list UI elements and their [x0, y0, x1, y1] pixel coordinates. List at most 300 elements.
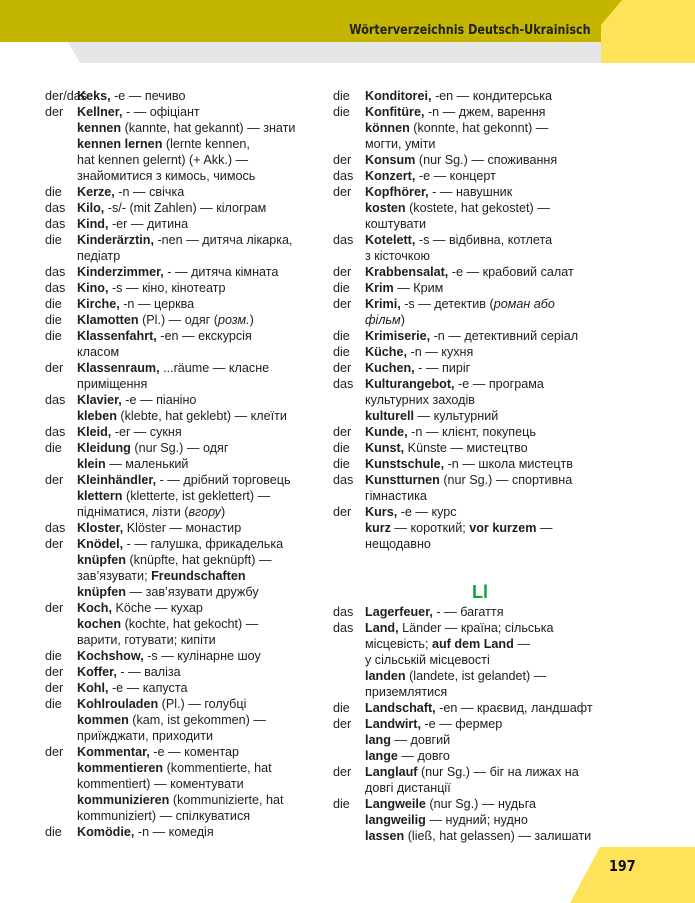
definition: -en — кондитерська [431, 89, 553, 103]
entry-text [77, 792, 330, 824]
article [45, 136, 77, 184]
dictionary-entry [45, 136, 330, 184]
article: das [45, 265, 66, 279]
definition: -s — кулінарне шоу [143, 649, 261, 663]
headword: Landwirt, [365, 717, 421, 731]
definition: -n — клієнт, покупець [407, 425, 536, 439]
definition: (lernte kennen, [162, 137, 250, 151]
dictionary-entry [45, 744, 330, 760]
header-grey-band [0, 42, 601, 63]
headword: Knödel, [77, 537, 124, 551]
dictionary-entry [45, 120, 330, 136]
article: der [45, 601, 64, 615]
headword: Konsum [365, 153, 416, 167]
entry-text [365, 668, 623, 700]
definition: -s — кіно, кінотеатр [108, 281, 226, 295]
entry-text [365, 152, 623, 168]
article [333, 732, 365, 748]
definition: -e — курс [397, 505, 457, 519]
headword: Kinderzimmer, [77, 265, 164, 279]
entry-text [365, 748, 623, 764]
article: das [333, 621, 354, 635]
entry-text [77, 600, 330, 616]
article: das [333, 605, 354, 619]
entry-text [365, 88, 623, 104]
article: der [45, 473, 64, 487]
headword: Kommentar, [77, 745, 150, 759]
entry-text [365, 120, 623, 152]
entry-text [77, 824, 330, 840]
article [45, 616, 77, 648]
article: der [333, 153, 352, 167]
dictionary-entry [45, 296, 330, 312]
dictionary-entry [45, 408, 330, 424]
definition: (landete, ist gelandet) — [405, 669, 547, 683]
definition: -s/- (mit Zahlen) — кілограм [104, 201, 267, 215]
headword: kennen lernen [77, 137, 163, 151]
definition: (Pl.) — голубці [158, 697, 247, 711]
article: das [45, 201, 66, 215]
definition: Länder — країна; сільська [398, 621, 554, 635]
k-entries [333, 88, 623, 552]
article: das [333, 169, 354, 183]
entry-text [77, 616, 330, 648]
article [45, 712, 77, 744]
article [45, 408, 77, 424]
definition: з кісточкою [365, 249, 430, 263]
dictionary-entry [45, 440, 330, 456]
headword: Kellner, [77, 105, 123, 119]
dictionary-entry [333, 120, 623, 152]
headword: Komödie, [77, 825, 135, 839]
headword: Klassenfahrt, [77, 329, 157, 343]
definition: — культурний [414, 409, 499, 423]
definition: ...räume — класне [159, 361, 270, 375]
definition: варити, готувати; кипіти [77, 633, 216, 647]
definition: -n — церква [119, 297, 195, 311]
headword: Krabbensalat, [365, 265, 449, 279]
entry-text [77, 424, 330, 440]
entry-text [365, 104, 623, 120]
dictionary-entry [333, 504, 623, 520]
definition: -s — детектив ( [400, 297, 494, 311]
definition: Köche — кухар [111, 601, 203, 615]
entry-text [77, 216, 330, 232]
definition: зав’язувати; [77, 569, 152, 583]
definition: - — навушник [428, 185, 513, 199]
entry-text [77, 360, 330, 392]
entry-text [77, 392, 330, 408]
usage-note: вгору [188, 505, 221, 519]
entry-text [77, 408, 330, 424]
entry-text [77, 88, 330, 104]
entry-text [365, 264, 623, 280]
headword: kurz [365, 521, 391, 535]
headword: Koffer, [77, 665, 117, 679]
entry-text [365, 812, 623, 828]
definition: (ließ, hat gelassen) — залишати [404, 829, 592, 843]
entry-text [77, 296, 330, 312]
entry-text [365, 604, 623, 620]
entry-text [77, 696, 330, 712]
dictionary-entry [333, 360, 623, 376]
definition: (kommunizierte, hat [169, 793, 284, 807]
entry-text [365, 620, 623, 668]
definition: -en — краєвид, ландшафт [435, 701, 593, 715]
entry-text [77, 664, 330, 680]
dictionary-entry [333, 264, 623, 280]
dictionary-entry [45, 88, 330, 104]
article: die [333, 457, 350, 471]
entry-text [365, 828, 623, 844]
dictionary-entry [45, 664, 330, 680]
definition: нещодавно [365, 537, 431, 551]
headword: Kind, [77, 217, 109, 231]
entry-text [77, 104, 330, 120]
headword: Konfitüre, [365, 105, 425, 119]
article: das [45, 393, 66, 407]
article [45, 488, 77, 520]
dictionary-entry [333, 440, 623, 456]
headword: Kotelett, [365, 233, 416, 247]
article: das [45, 521, 66, 535]
article: der [45, 681, 64, 695]
headword: Kunst, [365, 441, 405, 455]
headword: knüpfen [77, 585, 126, 599]
entry-text [77, 680, 330, 696]
definition: -er — сукня [111, 425, 182, 439]
definition: - — дитяча кімната [163, 265, 279, 279]
dictionary-entry [333, 812, 623, 828]
article: die [45, 697, 62, 711]
article: die [333, 441, 350, 455]
dictionary-entry [45, 680, 330, 696]
definition: — зав’язувати дружбу [125, 585, 259, 599]
definition: приміщення [77, 377, 148, 391]
article [45, 120, 77, 136]
definition: ) [400, 313, 405, 327]
entry-text [77, 312, 330, 328]
definition: -n — кухня [407, 345, 474, 359]
definition: -n — свічка [114, 185, 185, 199]
definition: гімнастика [365, 489, 427, 503]
article [333, 408, 365, 424]
definition: - — валіза [116, 665, 181, 679]
article [333, 200, 365, 232]
headword: Klavier, [77, 393, 122, 407]
entry-text [77, 184, 330, 200]
article: der/das [45, 89, 88, 103]
headword: knüpfen [77, 553, 126, 567]
definition: (kochte, hat gekocht) — [121, 617, 259, 631]
article: der [45, 105, 64, 119]
definition: коштувати [365, 217, 427, 231]
headword: auf dem Land [431, 637, 514, 651]
definition: — Крим [393, 281, 444, 295]
dictionary-entry [45, 232, 330, 264]
definition: Künste — мистецтво [404, 441, 528, 455]
article [45, 552, 77, 600]
headword: kosten [365, 201, 406, 215]
dictionary-column-right [333, 88, 623, 844]
headword: Kleid, [77, 425, 112, 439]
definition: (nur Sg.) — нудьга [425, 797, 537, 811]
entry-text [365, 280, 623, 296]
definition: - — багаття [432, 605, 504, 619]
dictionary-entry [45, 184, 330, 200]
headword: Kunstturnen [365, 473, 440, 487]
dictionary-entry [45, 824, 330, 840]
headword: Langlauf [365, 765, 418, 779]
headword: Krim [365, 281, 394, 295]
definition: -e — програма [454, 377, 544, 391]
headword: Klassenraum, [77, 361, 160, 375]
headword: Keks, [77, 89, 111, 103]
definition: ) [249, 313, 254, 327]
entry-text [365, 328, 623, 344]
dictionary-entry [333, 88, 623, 104]
article: die [333, 105, 350, 119]
dictionary-entry [333, 748, 623, 764]
entry-text [365, 376, 623, 408]
definition: (knüpfte, hat geknüpft) — [125, 553, 272, 567]
definition: могти, уміти [365, 137, 436, 151]
article [45, 456, 77, 472]
headword: Landschaft, [365, 701, 436, 715]
definition: у сільській місцевості [365, 653, 490, 667]
article: der [333, 505, 352, 519]
headword: Land, [365, 621, 399, 635]
article: der [45, 537, 64, 551]
dictionary-entry [333, 716, 623, 732]
article: das [333, 233, 354, 247]
dictionary-entry [45, 472, 330, 488]
article: die [45, 313, 62, 327]
dictionary-entry [333, 376, 623, 408]
headword: Kochshow, [77, 649, 144, 663]
dictionary-entry [333, 520, 623, 552]
dictionary-entry [45, 648, 330, 664]
entry-text [77, 280, 330, 296]
definition: (Pl.) — одяг ( [138, 313, 218, 327]
definition: -en — екскурсія [156, 329, 252, 343]
headword: kulturell [365, 409, 414, 423]
entry-text [77, 712, 330, 744]
dictionary-entry [45, 696, 330, 712]
article [333, 748, 365, 764]
article: die [45, 297, 62, 311]
entry-text [365, 764, 623, 796]
definition: (kannte, hat gekannt) — знати [121, 121, 296, 135]
headword: Kloster, [77, 521, 124, 535]
article: die [45, 441, 62, 455]
l-entries [333, 604, 623, 844]
entry-text [77, 456, 330, 472]
definition: (kletterte, ist geklettert) — [122, 489, 271, 503]
dictionary-entry [333, 424, 623, 440]
headword: Kinderärztin, [77, 233, 154, 247]
entry-text [365, 440, 623, 456]
dictionary-entry [333, 700, 623, 716]
article: der [45, 745, 64, 759]
entry-text [77, 488, 330, 520]
definition: (nur Sg.) — споживання [415, 153, 558, 167]
dictionary-entry [333, 472, 623, 504]
dictionary-entry [45, 264, 330, 280]
entry-text [77, 136, 330, 184]
article: der [333, 765, 352, 779]
article: der [333, 265, 352, 279]
definition: -er — дитина [108, 217, 189, 231]
entry-text [365, 796, 623, 812]
dictionary-entry [333, 604, 623, 620]
article: das [45, 217, 66, 231]
entry-text [365, 296, 623, 328]
entry-text [77, 536, 330, 552]
definition: - — пиріг [414, 361, 471, 375]
headword: langweilig [365, 813, 426, 827]
headword: vor kurzem [469, 521, 537, 535]
dictionary-entry [333, 456, 623, 472]
definition: приїжджати, приходити [77, 729, 214, 743]
dictionary-entry [333, 232, 623, 264]
headword: Kilo, [77, 201, 105, 215]
entry-text [365, 200, 623, 232]
article: der [45, 361, 64, 375]
headword: Freundschaften [151, 569, 246, 583]
entry-text [77, 328, 330, 360]
header-band [0, 0, 695, 42]
definition: Klöster — монастир [123, 521, 242, 535]
headword: klettern [77, 489, 123, 503]
article [333, 120, 365, 152]
definition: — довго [397, 749, 450, 763]
dictionary-entry [333, 796, 623, 812]
article: das [333, 377, 354, 391]
entry-text [77, 440, 330, 456]
dictionary-entry [45, 536, 330, 552]
article [333, 668, 365, 700]
headword: können [365, 121, 410, 135]
dictionary-entry [333, 408, 623, 424]
dictionary-entry [45, 360, 330, 392]
definition: - — офіціант [122, 105, 200, 119]
article: die [45, 185, 62, 199]
article: der [333, 425, 352, 439]
definition: -n — джем, варення [424, 105, 546, 119]
entry-text [365, 716, 623, 732]
definition: -n — школа мистецтв [444, 457, 573, 471]
headword: klein [77, 457, 106, 471]
headword: lang [365, 733, 391, 747]
article: die [333, 329, 350, 343]
dictionary-entry [45, 104, 330, 120]
definition: -e — фермер [420, 717, 503, 731]
article: die [333, 345, 350, 359]
headword: kommen [77, 713, 129, 727]
headword: kommentieren [77, 761, 164, 775]
definition: педіатр [77, 249, 121, 263]
dictionary-entry [333, 828, 623, 844]
entry-text [365, 408, 623, 424]
definition: підніматися, лізти ( [77, 505, 189, 519]
headword: Kopfhörer, [365, 185, 429, 199]
entry-text [77, 200, 330, 216]
article [45, 792, 77, 824]
article: die [333, 281, 350, 295]
article [45, 760, 77, 792]
entry-text [77, 264, 330, 280]
definition: - — галушка, фрикаделька [123, 537, 284, 551]
article: das [45, 281, 66, 295]
entry-text [365, 184, 623, 200]
headword: Klamotten [77, 313, 139, 327]
article: der [333, 717, 352, 731]
definition: hat kennen gelernt) (+ Akk.) — [77, 153, 249, 167]
definition: -e — піаніно [121, 393, 197, 407]
definition: (kommentierte, hat [163, 761, 272, 775]
definition: -e — коментар [149, 745, 239, 759]
dictionary-entry [45, 280, 330, 296]
definition: — [513, 637, 530, 651]
entry-text [77, 472, 330, 488]
headword: Kunstschule, [365, 457, 445, 471]
definition: (nur Sg.) — одяг [130, 441, 229, 455]
article [333, 828, 365, 844]
headword: Koch, [77, 601, 112, 615]
headword: Krimiserie, [365, 329, 431, 343]
dictionary-entry [45, 488, 330, 520]
usage-note: фільм [365, 313, 401, 327]
dictionary-entry [333, 152, 623, 168]
entry-text [77, 520, 330, 536]
entry-text [365, 700, 623, 716]
definition: kommuniziert) — спілкуватися [77, 809, 251, 823]
definition: -n — комедія [134, 825, 214, 839]
dictionary-entry [45, 616, 330, 648]
headword: kommunizieren [77, 793, 170, 807]
headword: Krimi, [365, 297, 401, 311]
definition: -nen — дитяча лікарка, [153, 233, 293, 247]
dictionary-entry [45, 760, 330, 792]
headword: Küche, [365, 345, 407, 359]
headword: Kerze, [77, 185, 115, 199]
headword: lassen [365, 829, 405, 843]
dictionary-entry [45, 792, 330, 824]
definition: (konnte, hat gekonnt) — [409, 121, 549, 135]
definition: — маленький [105, 457, 189, 471]
dictionary-entry [45, 200, 330, 216]
definition: -n — детективний серіал [430, 329, 579, 343]
dictionary-entry [333, 184, 623, 200]
article: das [333, 473, 354, 487]
dictionary-entry [45, 328, 330, 360]
article: der [333, 297, 352, 311]
headword: Konzert, [365, 169, 416, 183]
dictionary-entry [45, 424, 330, 440]
dictionary-entry [333, 296, 623, 328]
dictionary-entry [45, 312, 330, 328]
dictionary-entry [333, 620, 623, 668]
headword: kennen [77, 121, 122, 135]
dictionary-entry [333, 764, 623, 796]
headword: lange [365, 749, 398, 763]
entry-text [365, 456, 623, 472]
dictionary-entry [333, 104, 623, 120]
article: die [45, 233, 62, 247]
article: der [45, 665, 64, 679]
entry-text [77, 760, 330, 792]
